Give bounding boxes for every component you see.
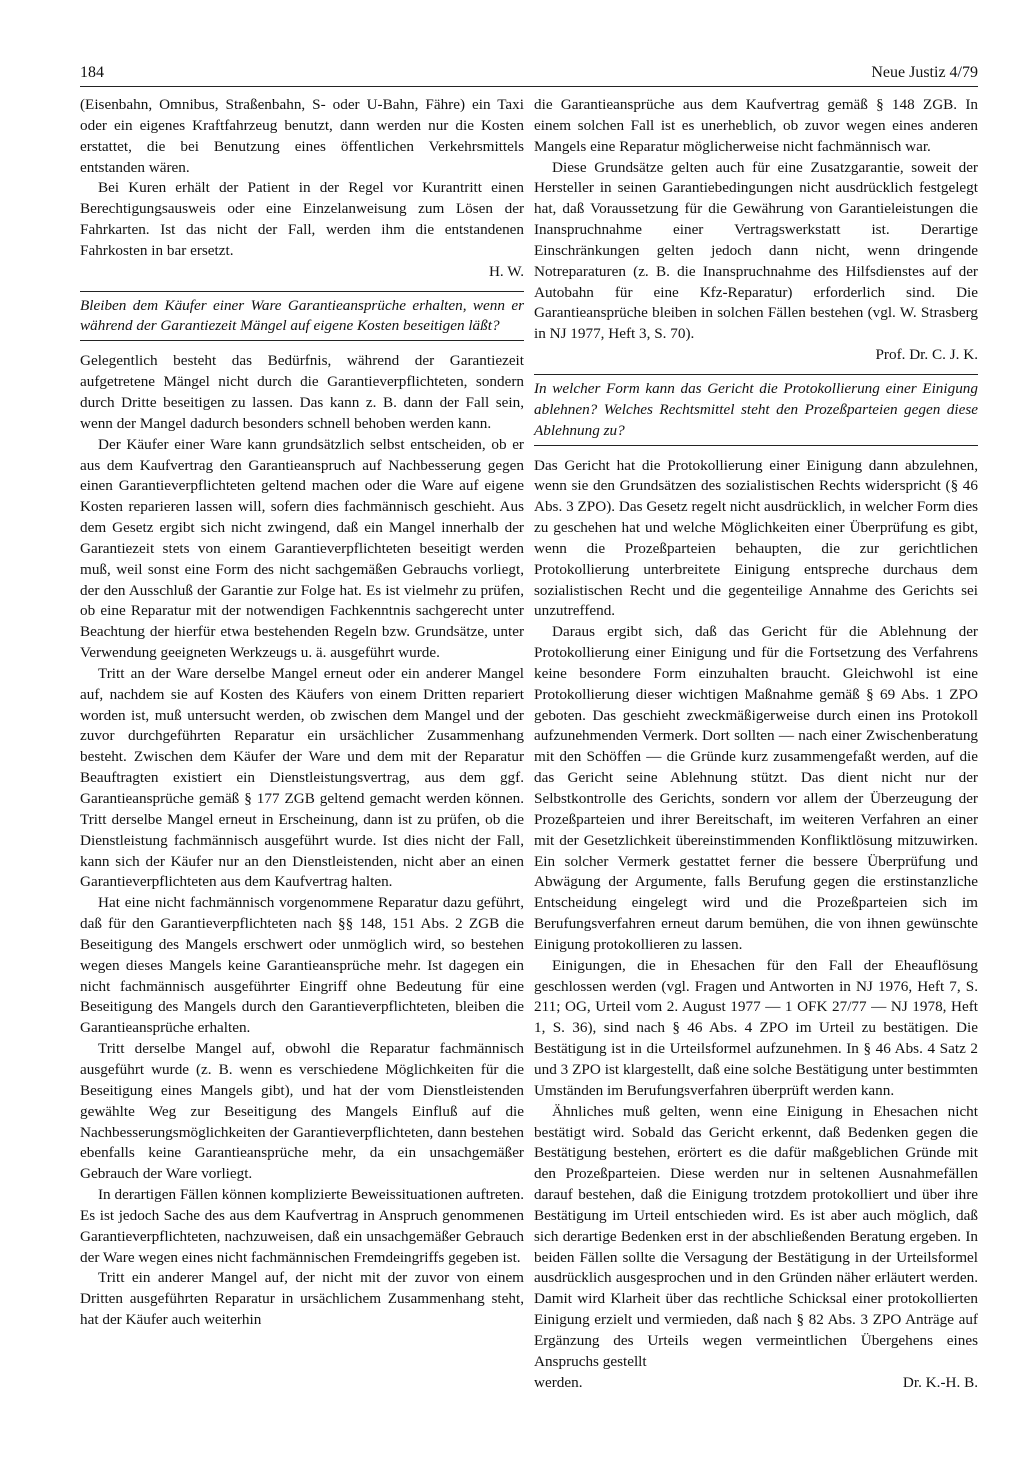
question-heading: Bleiben dem Käufer einer Ware Garantieansprüche erhalten, wenn er während der Garantiezeit Mängel auf eigene Kosten beseitigen läßt? <box>80 291 524 342</box>
author-signature: Prof. Dr. C. J. K. <box>875 346 978 364</box>
author-signature: H. W. <box>488 262 524 280</box>
paragraph: Der Käufer einer Ware kann grundsätzlich selbst entscheiden, ob er aus dem Kaufvertrag den Garantieanspruch auf Nachbesserung gegen einen Garantieverpflichteten geltend machen oder die Ware auf eigene Kosten reparieren lassen will, sofern dies fachmännisch geschieht. Aus dem Gesetz ergibt sich nicht zwingend, daß ein Mangel innerhalb der Garantiezeit stets von einem Garantieverpflichteten beseitigt werden muß, weil sonst eine Form des nicht sachgemäßen Gebrauchs vorliegt, der den Ausschluß der Garantie zur Folge hat. Es ist vielmehr zu prüfen, ob eine Reparatur mit der notwendigen Fachkenntnis sachgerecht unter Beachtung der hierfür etwa bestehenden Regeln bzw. Grundsätze, unter Verwendung geeigneten Werkzeugs u. ä. ausgeführt wurde. <box>80 435 524 662</box>
paragraph: Daraus ergibt sich, daß das Gericht für die Ablehnung der Protokollierung einer Einigung und für die Fortsetzung des Verfahrens keine besondere Form einzuhalten braucht. Gleichwohl ist eine Protokollierung dieser wichtigen Maßnahme gemäß § 69 Abs. 1 ZPO geboten. Das geschieht zweckmäßigerweise durch einen ins Protokoll aufzunehmenden Vermerk. Dort sollten — nach einer Zwischenberatung mit den Schöffen — die Gründe kurz zusammengefaßt werden, auf die das Gericht seine Ablehnung stützt. Das dient nicht nur der Selbstkontrolle des Gerichts, sondern vor allem der Überzeugung der Prozeßparteien und ihrer Bereitschaft, im weiteren Verfahren an einer mit der Gesetzlichkeit übereinstimmenden Konfliktlösung mitzuwirken. Ein solcher Vermerk gestattet ferner die bessere Überprüfung und Abwägung der Argumente, falls Berufung gegen die erstinstanzliche Entscheidung eingelegt wird und die Prozeßparteien sich im Berufungsverfahren erneut darum bemühen, die von ihnen gewünschte Einigung protokollieren zu lassen. <box>534 623 978 953</box>
left-column <box>80 95 524 1331</box>
paragraph: Tritt derselbe Mangel auf, obwohl die Reparatur fachmännisch ausgeführt wurde (z. B. wenn es verschiedene Möglichkeiten für die Beseitigung eines Mangels gibt), und hat der vom Dienstleistenden gewählte Weg zur Beseitigung des Mangels Einfluß auf die Nachbesserungsmöglichkeiten der Garantieverpflichteten, dann bestehen ebenfalls keine Garantieansprüche mehr, da ein unsachgemäßer Gebrauch der Ware vorliegt. <box>80 1040 524 1183</box>
author-signature: Dr. K.-H. B. <box>902 1373 978 1391</box>
journal-issue: Neue Justiz 4/79 <box>871 64 978 81</box>
paragraph: (Eisenbahn, Omnibus, Straßenbahn, S- oder U-Bahn, Fähre) ein Taxi oder ein eigenes Kraftfahrzeug benutzt, dann werden nur die Kosten erstattet, die bei Benutzung eines öffentlichen Verkehrsmittels entstanden wären. <box>80 96 524 176</box>
paragraph-end: werden. <box>534 1373 583 1391</box>
paragraph: Ähnliches muß gelten, wenn eine Einigung in Ehesachen nicht bestätigt wird. Sobald das Gericht erkennt, daß Bedenken gegen die Bestätigung bestehen, erörtert es die dafür maßgeblichen Gründe mit den Prozeßparteien. Diese werden nur in seltenen Ausnahmefällen darauf bestehen, daß die Einigung trotzdem protokolliert und über ihre Bestätigung im Urteil entschieden wird. Es ist aber auch möglich, daß sich derartige Bedenken erst in der abschließenden Beratung ergeben. In beiden Fällen sollte die Versagung der Bestätigung in der Urteilsformel ausdrücklich ausgesprochen und in den Gründen näher erläutert werden. Damit wird Klarheit über das rechtliche Schicksal einer protokollierten Einigung erzielt und vermieden, daß nach § 82 Abs. 3 ZPO Anträge auf Ergänzung des Urteils wegen vermeintlichen Übergehens eines Anspruchs gestellt <box>534 1102 978 1370</box>
paragraph: Tritt an der Ware derselbe Mangel erneut oder ein anderer Mangel auf, nachdem sie auf Kosten des Käufers von einem Dritten repariert worden ist, muß untersucht werden, ob zwischen dem Mangel und der zuvor durchgeführten Reparatur ein ursächlicher Zusammenhang besteht. Zwischen dem Käufer der Ware und dem mit der Reparatur Beauftragten existiert ein Dienstleistungsvertrag, aus dem ggf. Garantieansprüche gemäß § 177 ZGB geltend gemacht werden können. Tritt derselbe Mangel erneut in Erscheinung, dann ist zu prüfen, ob die Dienstleistung fachmännisch ausgeführt wurde. Ist dies nicht der Fall, kann sich der Käufer nur an den Dienstleistenden, nicht aber an einen Garantieverpflichteten aus dem Kaufvertrag halten. <box>80 664 524 891</box>
paragraph: Bei Kuren erhält der Patient in der Regel vor Kurantritt einen Berechtigungsausweis oder eine Einzelanweisung zum Lösen der Fahrkarten. Ist das nicht der Fall, werden ihm die entstandenen Fahrkosten in bar ersetzt. <box>80 179 524 259</box>
paragraph: die Garantieansprüche aus dem Kaufvertrag gemäß § 148 ZGB. In einem solchen Fall ist es unerheblich, ob zuvor wegen eines anderen Mangels eine Reparatur möglicherweise nicht fachmännisch war. <box>534 96 978 155</box>
paragraph: In derartigen Fällen können komplizierte Beweissituationen auftreten. Es ist jedoch Sache des aus dem Kaufvertrag in Anspruch genommenen Garantieverpflichteten, nachzuweisen, daß ein unsachgemäßer Gebrauch der Ware wegen eines nicht fachmännischen Fremdeingriffs gegeben ist. <box>80 1186 524 1266</box>
paragraph: Diese Grundsätze gelten auch für eine Zusatzgarantie, soweit der Hersteller in seinen Garantiebedingungen nicht ausdrücklich festgelegt hat, daß Voraussetzung für die Gewährung von Garantieleistungen die Inanspruchnahme einer Vertragswerkstatt ist. Derartige Einschränkungen gelten jedoch dann nicht, wenn dringende Notreparaturen (z. B. die Inanspruchnahme des Hilfsdienstes auf der Autobahn für eine Kfz-Reparatur) erforderlich sind. Die Garantieansprüche bleiben in solchen Fällen bestehen (vgl. W. Strasberg in NJ 1977, Heft 3, S. 70). <box>534 158 978 343</box>
paragraph: Einigungen, die in Ehesachen für den Fall der Eheauflösung geschlossen werden (vgl. Fragen und Antworten in NJ 1976, Heft 7, S. 211; OG, Urteil vom 2. August 1977 — 1 OFK 27/77 — NJ 1978, Heft 1, S. 36), sind nach § 46 Abs. 4 ZPO im Urteil zu bestätigen. Die Bestätigung ist in die Urteilsformel aufzunehmen. In § 46 Abs. 4 Satz 2 und 3 ZPO ist klargestellt, daß eine solche Bestätigung unter bestimmten Umständen im Berufungsverfahren überprüft werden kann. <box>534 956 978 1099</box>
paragraph: Hat eine nicht fachmännisch vorgenommene Reparatur dazu geführt, daß für den Garantieverpflichteten nach §§ 148, 151 Abs. 2 ZGB die Beseitigung des Mangels erschwert oder unmöglich wird, so bestehen wegen dieses Mangels keine Garantieansprüche mehr. Ist dagegen ein nicht fachmännisch ausgeführter Eingriff ohne Bedeutung für eine Beseitigung des Mangels durch den Garantieverpflichteten, bleiben die Garantieansprüche erhalten. <box>80 894 524 1037</box>
paragraph: Gelegentlich besteht das Bedürfnis, während der Garantiezeit aufgetretene Mängel nicht durch die Garantieverpflichteten, sondern durch Dritte beseitigen zu lassen. Das kann z. B. dann der Fall sein, wenn der Mangel dadurch besonders schnell behoben werden kann. <box>80 352 524 432</box>
page-header <box>80 62 978 87</box>
paragraph: Tritt ein anderer Mangel auf, der nicht mit der zuvor von einem Dritten ausgeführten Reparatur in ursächlichem Zusammenhang steht, hat der Käufer auch weiterhin <box>80 1269 524 1329</box>
paragraph: Das Gericht hat die Protokollierung einer Einigung dann abzulehnen, wenn sie den Grundsätzen des sozialistischen Rechts widerspricht (§ 46 Abs. 3 ZPO). Das Gesetz regelt nicht ausdrücklich, in welcher Form dies zu geschehen hat und welche Möglichkeiten einer Überprüfung es gibt, wenn die Prozeßparteien behaupten, die zur gerichtlichen Protokollierung unterbreitete Einigung entspreche durchaus dem sozialistischen Recht und die gegenteilige Annahme des Gerichts sei unzutreffend. <box>534 456 978 620</box>
closing-line <box>534 1373 978 1394</box>
right-column <box>534 95 978 1393</box>
question-heading: In welcher Form kann das Gericht die Protokollierung einer Einigung ablehnen? Welches Rechtsmittel steht den Prozeßparteien gegen diese Ablehnung zu? <box>534 374 978 446</box>
page-number: 184 <box>80 64 104 81</box>
